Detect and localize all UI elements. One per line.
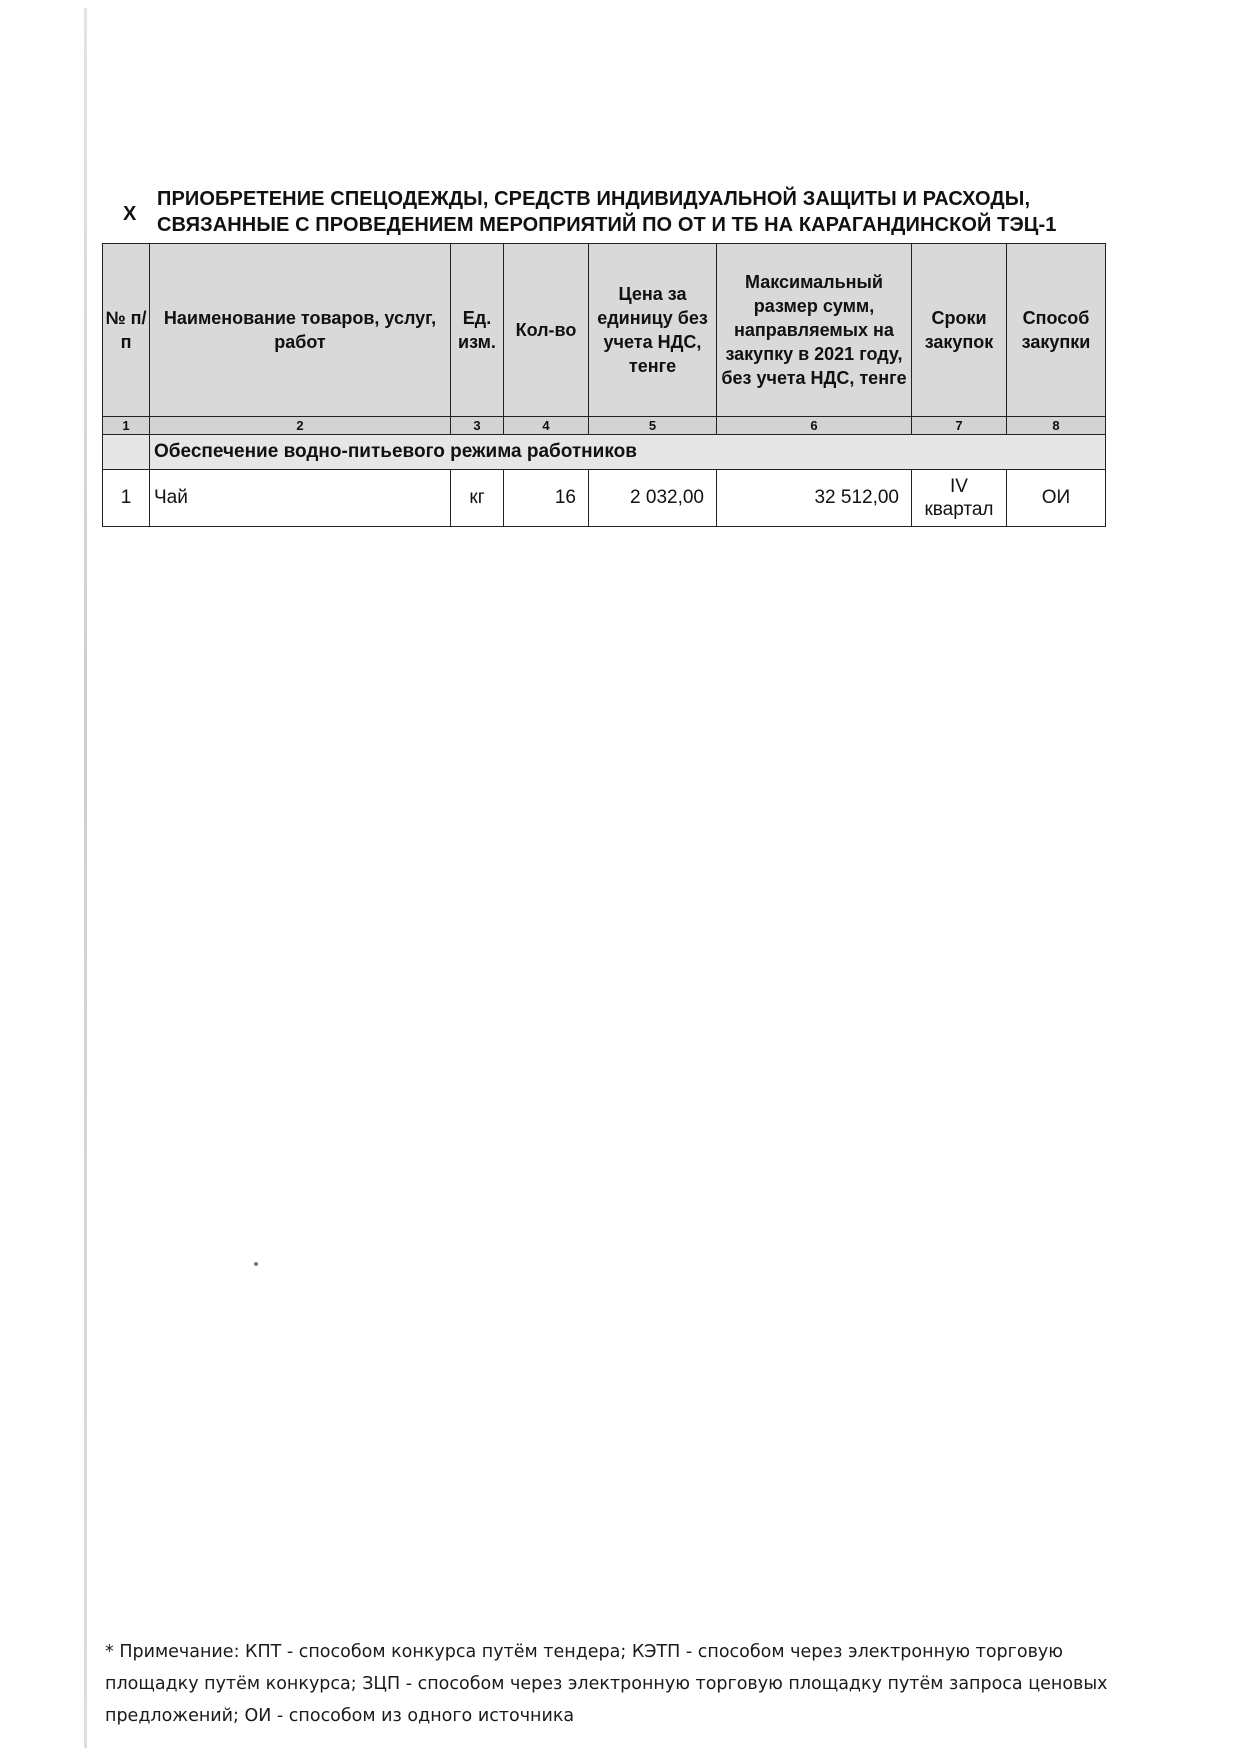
- column-number: 2: [150, 417, 451, 435]
- row-name: Чай: [150, 470, 451, 527]
- row-method: ОИ: [1007, 470, 1106, 527]
- row-price: 2 032,00: [589, 470, 717, 527]
- row-term: [912, 470, 1007, 527]
- table-header-row: [103, 244, 1106, 417]
- row-num: 1: [103, 470, 150, 527]
- group-row: [103, 435, 1106, 470]
- procurement-table: [102, 243, 1106, 527]
- group-label: Обеспечение водно-питьевого режима работников: [150, 435, 1106, 470]
- column-number: 4: [504, 417, 589, 435]
- header-max-sum: Максимальный размер сумм, направляемых на закупку в 2021 году, без учета НДС, тенге: [717, 244, 912, 417]
- section-number: X: [123, 203, 137, 225]
- column-number: 7: [912, 417, 1007, 435]
- header-price: Цена за единицу без учета НДС, тенге: [589, 244, 717, 417]
- scan-speck: [254, 1262, 258, 1266]
- column-number: 5: [589, 417, 717, 435]
- column-number: 1: [103, 417, 150, 435]
- group-num-cell: [103, 435, 150, 470]
- header-qty: Кол-во: [504, 244, 589, 417]
- header-name: Наименование товаров, услуг, работ: [150, 244, 451, 417]
- row-term-quarter: IV: [950, 476, 968, 497]
- row-max-sum: 32 512,00: [717, 470, 912, 527]
- column-number-row: [103, 417, 1106, 435]
- column-number: 8: [1007, 417, 1106, 435]
- column-number: 6: [717, 417, 912, 435]
- header-unit: Ед. изм.: [451, 244, 504, 417]
- row-unit: кг: [451, 470, 504, 527]
- table-row: [103, 470, 1106, 527]
- header-term: Сроки закупок: [912, 244, 1007, 417]
- header-num: № п/п: [103, 244, 150, 417]
- header-method: Способ закупки: [1007, 244, 1106, 417]
- row-qty: 16: [504, 470, 589, 527]
- footnote: * Примечание: КПТ - способом конкурса путём тендера; КЭТП - способом через электронную торговую площадку путём конкурса; ЗЦП - способом через электронную торговую площадку путём запроса ценовых предложений; ОИ - способом из одного источника: [105, 1642, 1108, 1726]
- scan-edge-shadow: [84, 8, 87, 1748]
- column-number: 3: [451, 417, 504, 435]
- row-term-word: квартал: [924, 499, 994, 520]
- section-title: ПРИОБРЕТЕНИЕ СПЕЦОДЕЖДЫ, СРЕДСТВ ИНДИВИДУАЛЬНОЙ ЗАЩИТЫ И РАСХОДЫ, СВЯЗАННЫЕ С ПРОВЕДЕНИЕМ МЕРОПРИЯТИЙ ПО ОТ И ТБ НА КАРАГАНДИНСКОЙ ТЭЦ-1: [157, 188, 1057, 236]
